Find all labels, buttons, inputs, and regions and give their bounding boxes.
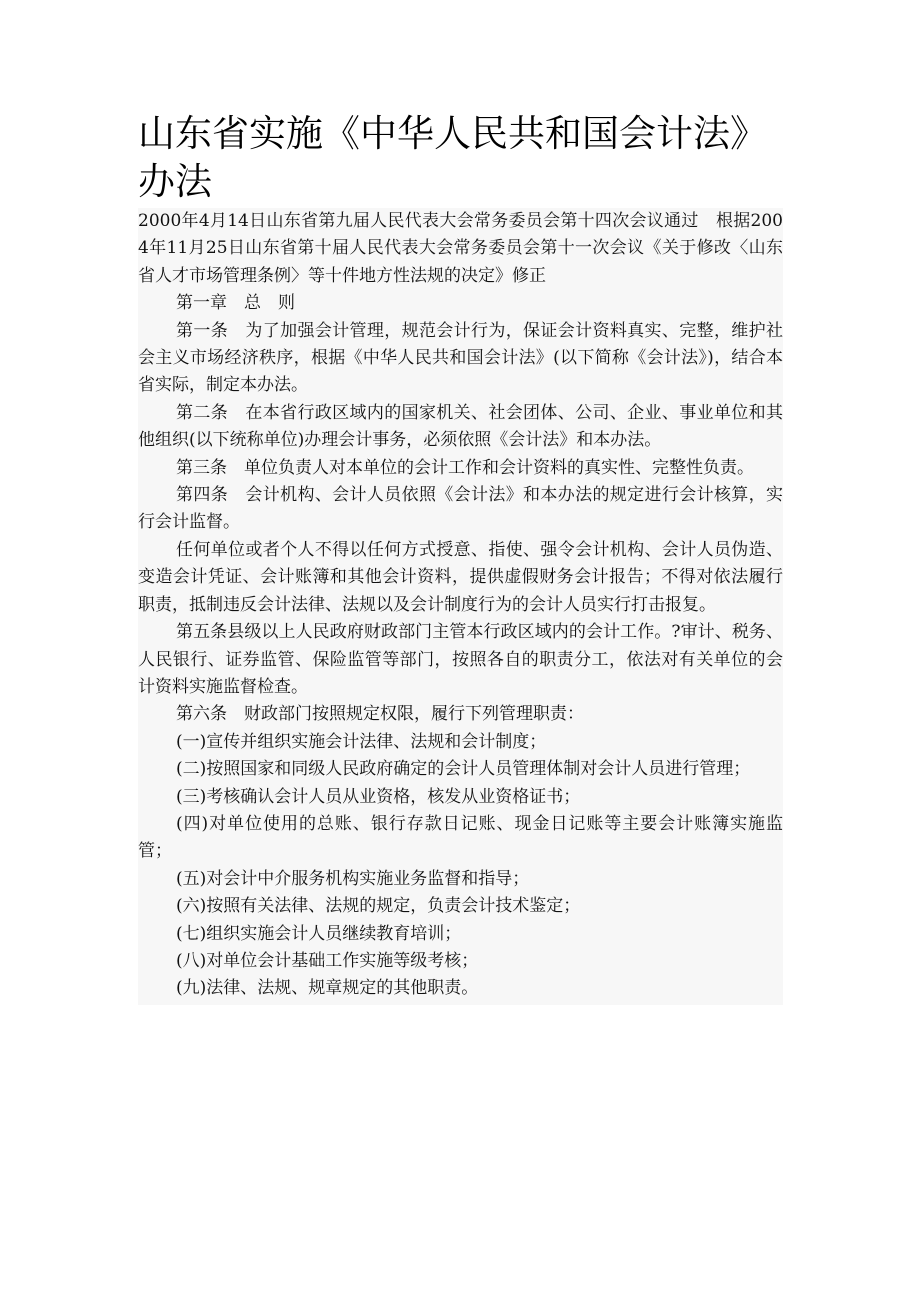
article-6: 第六条 财政部门按照规定权限，履行下列管理职责： [176,704,584,725]
article-2: 第二条 在本省行政区域内的国家机关、社会团体、公司、企业、事业单位和其他组织(以下统称单位)办理会计事务，必须依照《会计法》和本办法。 [138,402,783,451]
article-6-item-4: (四)对单位使用的总账、银行存款日记账、现金日记账等主要会计账簿实施监管； [138,813,783,862]
article-5: 第五条县级以上人民政府财政部门主管本行政区域内的会计工作。?审计、税务、人民银行、证券监管、保险监管等部门，按照各自的职责分工，依法对有关单位的会计资料实施监督检查。 [138,622,783,697]
article-6-item-6: (六)按照有关法律、法规的规定，负责会计技术鉴定； [176,896,581,917]
article-6-item-9: (九)法律、法规、规章规定的其他职责。 [176,978,479,999]
article-6-item-5: (五)对会计中介服务机构实施业务监督和指导； [176,868,530,889]
article-4-clause-2: 任何单位或者个人不得以任何方式授意、指使、强令会计机构、会计人员伪造、变造会计凭证、会计账簿和其他会计资料，提供虚假财务会计报告；不得对依法履行职责，抵制违反会计法律、法规以及会计制度行为的会计人员实行打击报复。 [138,539,783,615]
article-6-item-1: (一)宣传并组织实施会计法律、法规和会计制度； [176,731,547,752]
article-3: 第三条 单位负责人对本单位的会计工作和会计资料的真实性、完整性负责。 [176,457,754,478]
chapter-heading: 第一章 总 则 [176,293,295,314]
article-6-item-2: (二)按照国家和同级人民政府确定的会计人员管理体制对会计人员进行管理； [176,759,751,780]
article-6-item-8: (八)对单位会计基础工作实施等级考核； [176,950,479,971]
article-6-item-7: (七)组织实施会计人员继续教育培训； [176,923,462,944]
document-body [138,208,783,1005]
article-6-item-3: (三)考核确认会计人员从业资格，核发从业资格证书； [176,786,581,807]
document-intro: 2000年4月14日山东省第九届人民代表大会常务委员会第十四次会议通过 根据2004年11月25日山东省第十届人民代表大会常务委员会第十一次会议《关于修改〈山东省人才市场管理条例〉等十件地方性法规的决定》修正 [138,211,783,286]
article-1: 第一条 为了加强会计管理，规范会计行为，保证会计资料真实、完整，维护社会主义市场经济秩序，根据《中华人民共和国会计法》(以下简称《会计法》)，结合本省实际，制定本办法。 [138,320,783,396]
document-title: 山东省实施《中华人民共和国会计法》办法 [138,112,767,203]
article-4: 第四条 会计机构、会计人员依照《会计法》和本办法的规定进行会计核算，实行会计监督。 [138,485,783,533]
